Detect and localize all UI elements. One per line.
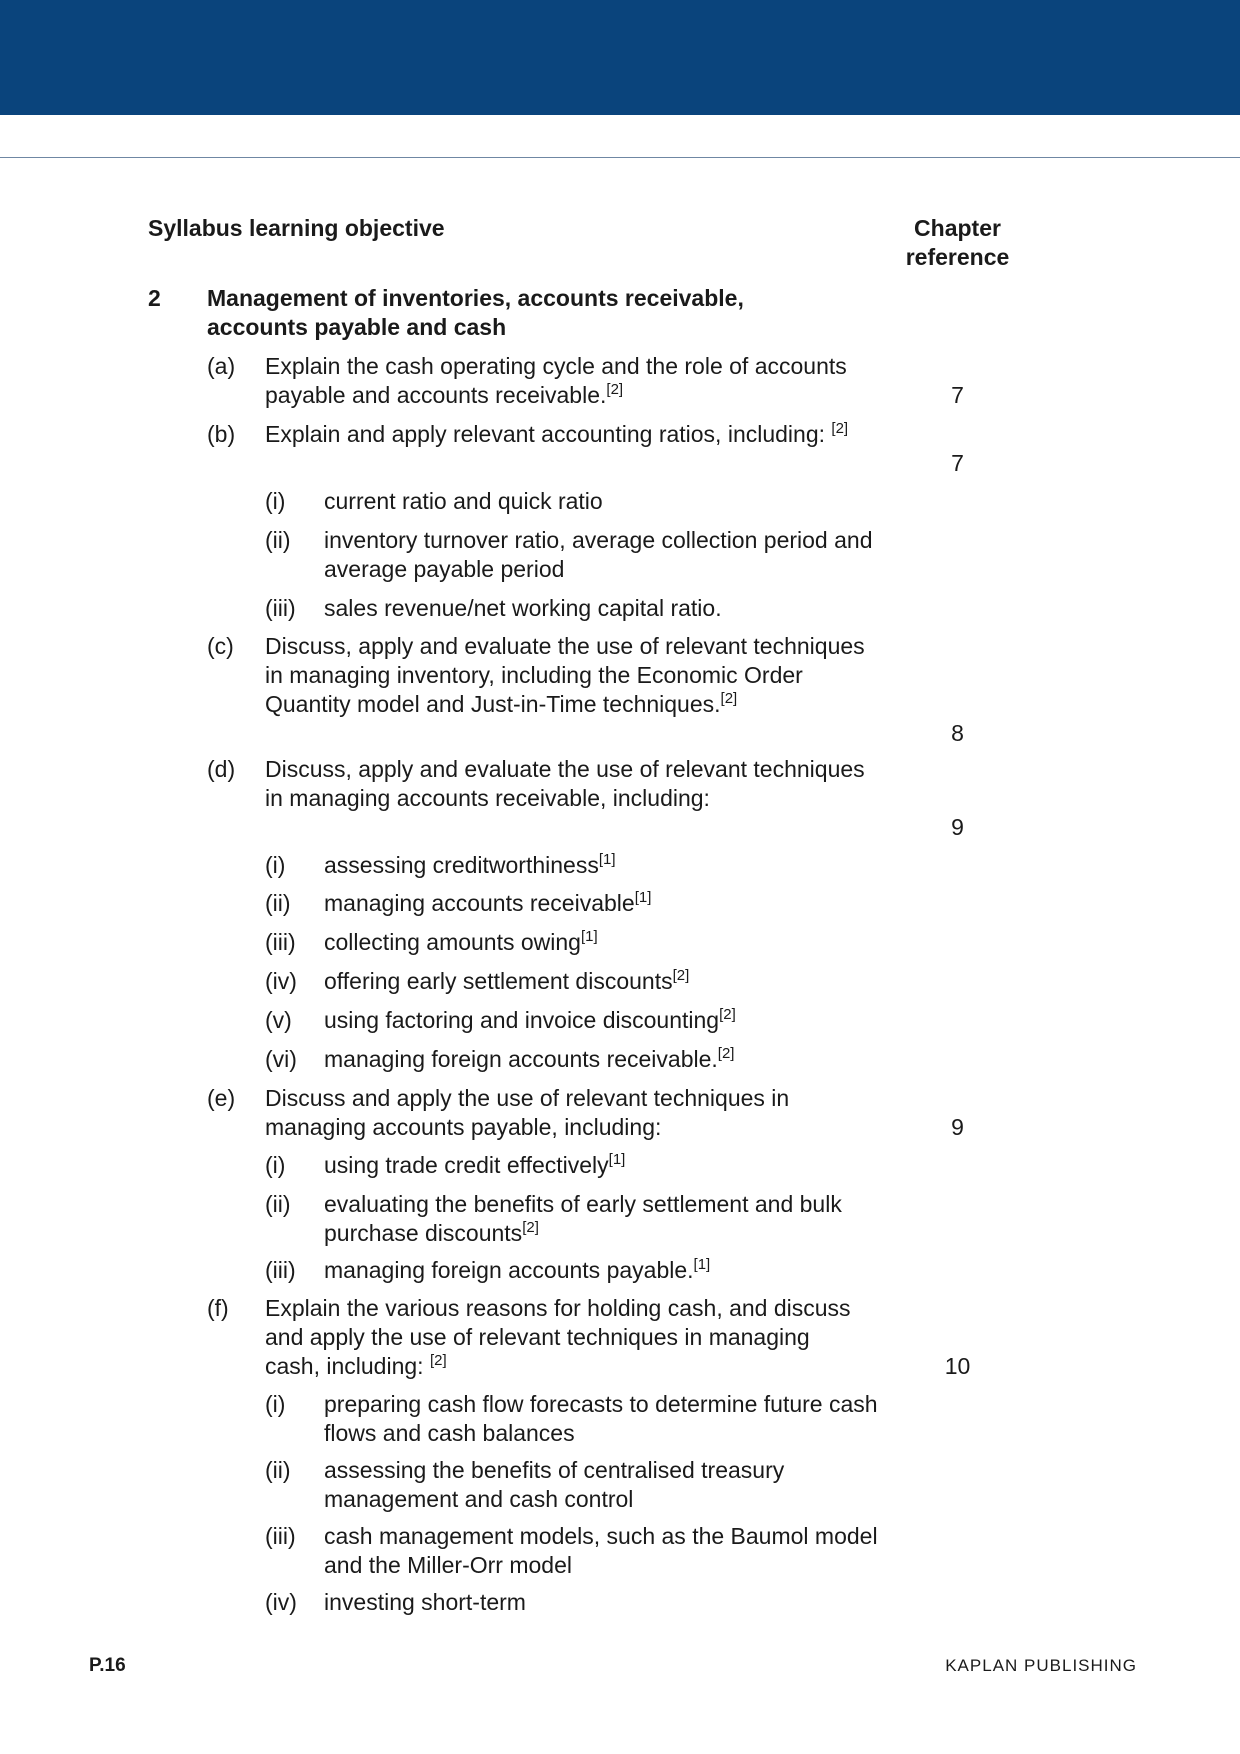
subitem-label: (i) xyxy=(265,1391,286,1417)
item-label: (c) xyxy=(207,633,234,659)
subitem-label: (ii) xyxy=(265,890,291,916)
level-marker: [1] xyxy=(608,1151,626,1168)
item-text: Explain and apply relevant accounting ratios, including: [2] xyxy=(265,420,849,447)
chapter-column-header: Chapter reference xyxy=(905,215,1010,270)
publisher-name: KAPLAN PUBLISHING xyxy=(945,1656,1137,1675)
header-banner xyxy=(0,0,1240,115)
subitem-text: using factoring and invoice discounting[2] xyxy=(324,1006,736,1033)
subitem-text: assessing the benefits of centralised treasury management and cash control xyxy=(324,1457,785,1512)
item-label: (a) xyxy=(207,353,236,379)
item-text: Discuss, apply and evaluate the use of relevant techniques in managing accounts receivable, including: xyxy=(265,756,865,811)
subitem-label: (ii) xyxy=(265,527,291,553)
chapter-reference: 9 xyxy=(951,1114,964,1140)
subitem-text: offering early settlement discounts[2] xyxy=(324,967,690,994)
subitem-text: collecting amounts owing[1] xyxy=(324,928,598,955)
chapter-reference: 10 xyxy=(944,1353,971,1379)
subitem-label: (i) xyxy=(265,852,286,878)
level-marker: [2] xyxy=(672,967,690,984)
level-marker: [2] xyxy=(522,1219,539,1236)
level-marker: [2] xyxy=(720,690,738,707)
subitem-text: managing foreign accounts receivable.[2] xyxy=(324,1045,735,1072)
item-text: Discuss and apply the use of relevant techniques in managing accounts payable, including: xyxy=(265,1085,790,1140)
section-number: 2 xyxy=(148,285,161,311)
objective-column-header: Syllabus learning objective xyxy=(148,215,445,241)
subitem-text: assessing creditworthiness[1] xyxy=(324,851,616,878)
subitem-label: (iii) xyxy=(265,929,296,955)
chapter-reference: 9 xyxy=(951,814,964,840)
level-marker: [2] xyxy=(429,1352,447,1369)
subitem-label: (vi) xyxy=(265,1046,297,1072)
subitem-label: (ii) xyxy=(265,1191,291,1217)
subitem-label: (i) xyxy=(265,488,286,514)
section-title: Management of inventories, accounts receivable, accounts payable and cash xyxy=(207,285,744,340)
page-number: P.16 xyxy=(89,1655,126,1676)
item-label: (d) xyxy=(207,756,236,782)
level-marker: [2] xyxy=(606,381,624,398)
level-marker: [2] xyxy=(719,1006,736,1023)
subitem-label: (ii) xyxy=(265,1457,291,1483)
chapter-reference: 7 xyxy=(951,450,964,476)
item-label: (b) xyxy=(207,421,236,447)
level-marker: [1] xyxy=(580,928,598,945)
chapter-reference: 8 xyxy=(951,720,964,746)
subitem-label: (iii) xyxy=(265,1523,296,1549)
subitem-label: (iii) xyxy=(265,595,296,621)
chapter-reference: 7 xyxy=(951,382,964,408)
subitem-text: evaluating the benefits of early settlement and bulk purchase discounts[2] xyxy=(324,1191,842,1246)
subitem-label: (iv) xyxy=(265,1589,297,1615)
subitem-text: cash management models, such as the Baumol model and the Miller-Orr model xyxy=(324,1523,878,1578)
subitem-text: investing short-term xyxy=(324,1589,526,1615)
level-marker: [2] xyxy=(717,1045,735,1062)
subitem-label: (v) xyxy=(265,1007,292,1033)
level-marker: [1] xyxy=(634,889,652,906)
subitem-text: current ratio and quick ratio xyxy=(324,488,603,514)
item-text: Discuss, apply and evaluate the use of relevant techniques in managing inventory, including the Economic Order Quantity model and Just-in-Time techniques.[2] xyxy=(265,633,865,717)
subitem-text: inventory turnover ratio, average collection period and average payable period xyxy=(324,527,873,582)
item-text: Explain the various reasons for holding cash, and discuss and apply the use of relevant techniques in managing cash, including: [2] xyxy=(265,1295,851,1379)
header-divider xyxy=(0,157,1240,158)
subitem-text: preparing cash flow forecasts to determine future cash flows and cash balances xyxy=(324,1391,878,1446)
subitem-label: (i) xyxy=(265,1152,286,1178)
level-marker: [1] xyxy=(598,851,616,868)
item-label: (e) xyxy=(207,1085,236,1111)
subitem-text: managing foreign accounts payable.[1] xyxy=(324,1256,711,1283)
subitem-label: (iii) xyxy=(265,1257,296,1283)
item-text: Explain the cash operating cycle and the role of accounts payable and accounts receivable.[2] xyxy=(265,353,847,408)
subitem-text: managing accounts receivable[1] xyxy=(324,889,652,916)
subitem-text: sales revenue/net working capital ratio. xyxy=(324,595,722,621)
subitem-text: using trade credit effectively[1] xyxy=(324,1151,626,1178)
subitem-label: (iv) xyxy=(265,968,297,994)
level-marker: [2] xyxy=(831,420,849,437)
level-marker: [1] xyxy=(693,1256,711,1273)
item-label: (f) xyxy=(207,1295,229,1321)
